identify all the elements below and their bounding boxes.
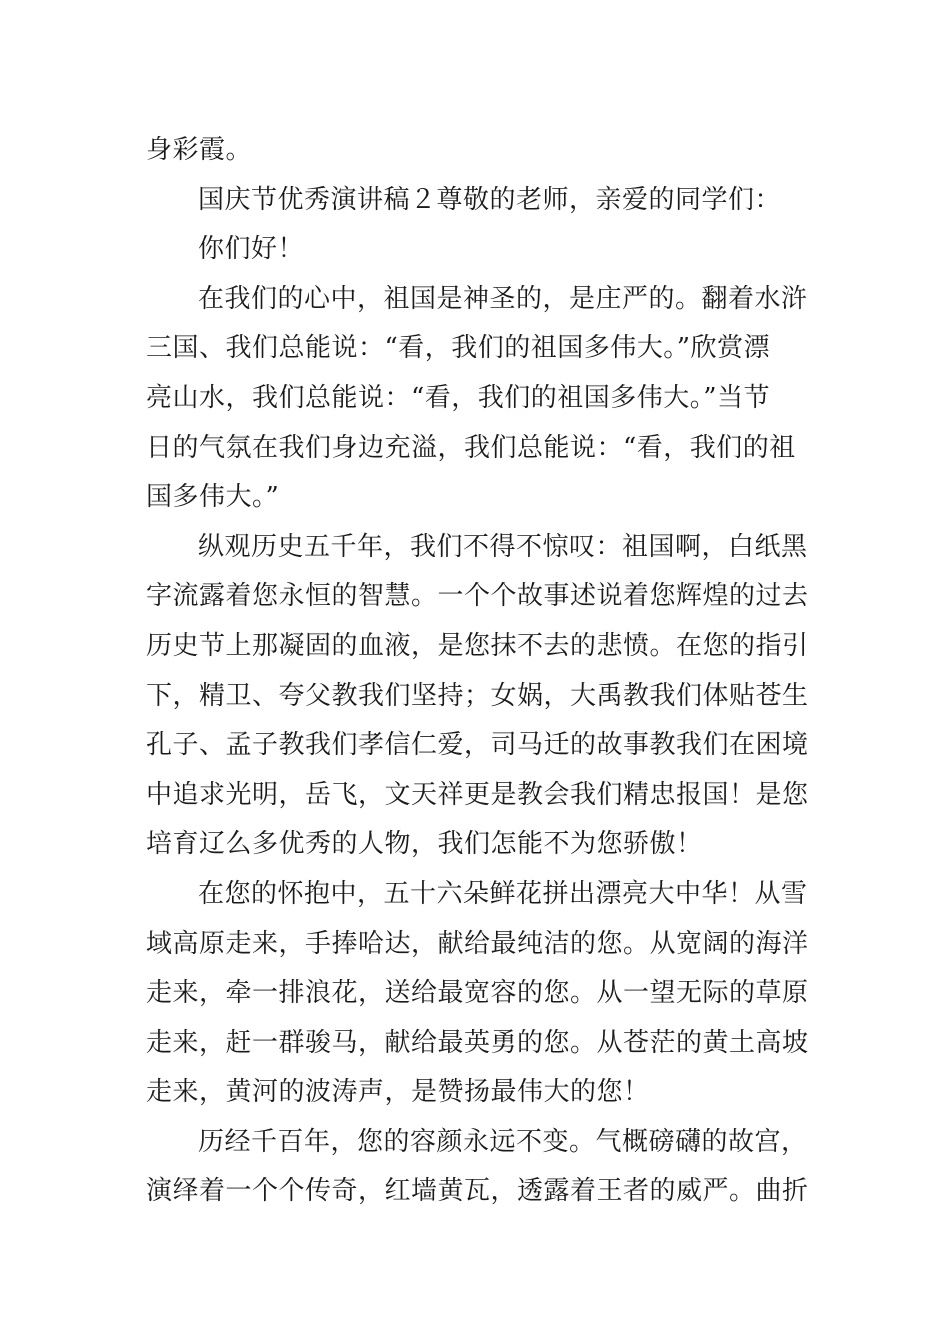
- text-line: 域高原走来，手捧哈达，献给最纯洁的您。从宽阔的海洋: [146, 928, 809, 959]
- text-line: 走来，黄河的波涛声，是赞扬最伟大的您！: [146, 1077, 650, 1108]
- text-line: 日的气氛在我们身边充溢，我们总能说：“看，我们的祖: [146, 432, 796, 463]
- text-line: 走来，赶一群骏马，献给最英勇的您。从苍茫的黄土高坡: [146, 1027, 809, 1058]
- text-line: 历经千百年，您的容颜永远不变。气概磅礴的故宫，: [198, 1126, 808, 1157]
- text-line: 演绎着一个个传奇，红墙黄瓦，透露着王者的威严。曲折: [146, 1176, 809, 1207]
- text-line: 在我们的心中，祖国是神圣的，是庄严的。翻着水浒: [198, 283, 808, 314]
- speech-text-body: [146, 126, 809, 1217]
- text-line: 字流露着您永恒的智慧。一个个故事述说着您辉煌的过去: [146, 581, 809, 612]
- text-line: 在您的怀抱中，五十六朵鲜花拼出漂亮大中华！从雪: [198, 878, 808, 909]
- text-line-greeting: 你们好！: [198, 234, 305, 265]
- text-line: 历史节上那凝固的血液，是您抹不去的悲愤。在您的指引: [146, 630, 809, 661]
- text-line: 孔子、孟子教我们孝信仁爱，司马迁的故事教我们在困境: [146, 730, 809, 761]
- text-line: 培育辽么多优秀的人物，我们怎能不为您骄傲！: [146, 829, 703, 860]
- text-line: 国多伟大。”: [146, 482, 280, 513]
- text-line: 三国、我们总能说：“看，我们的祖国多伟大。”欣赏漂: [146, 333, 771, 364]
- text-line: 中追求光明，岳飞，文天祥更是教会我们精忠报国！是您: [146, 779, 809, 810]
- text-line: 纵观历史五千年，我们不得不惊叹：祖国啊，白纸黑: [198, 531, 808, 562]
- text-line: 身彩霞。: [146, 135, 253, 165]
- text-line: 下，精卫、夸父教我们坚持；女娲，大禹教我们体贴苍生: [146, 680, 809, 711]
- text-line-heading: 国庆节优秀演讲稿２尊敬的老师，亲爱的同学们：: [198, 184, 782, 215]
- text-line: 亮山水，我们总能说：“看，我们的祖国多伟大。”当节: [146, 382, 771, 413]
- text-line: 走来，牵一排浪花，送给最宽容的您。从一望无际的草原: [146, 978, 809, 1009]
